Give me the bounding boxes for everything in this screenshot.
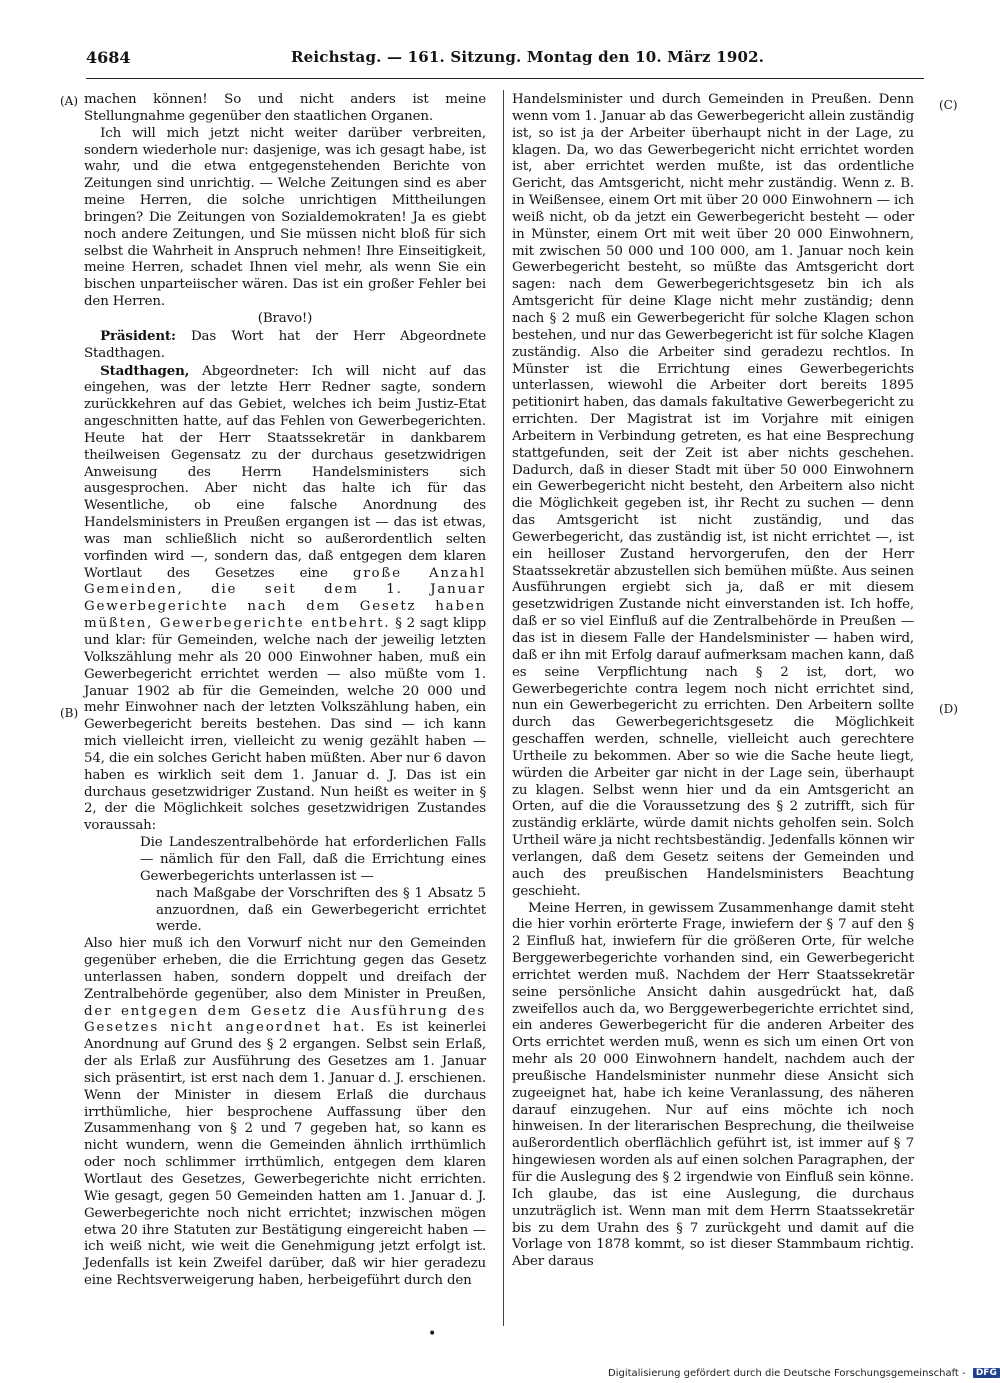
paragraph: Ich will mich jetzt nicht weiter darüber verbreiten, sondern wiederhole nur: dasjenige, was ich gesagt habe, ist wahr, und die etwa entgegenstehenden Berichte von Zeitungen sind unrichtig. — Welche Zeitungen sind es aber meine Herren, die solche unrichtigen Mittheilungen bringen? Die Zeitungen von Sozialdemokraten! Ja es giebt noch andere Zeitungen, und Sie müssen nicht bloß für sich selbst die Wahrheit in Anspruch nehmen! Ihre Einseitigkeit, meine Herren, schadet Ihnen viel mehr, als wenn Sie ein bischen unparteiischer wären. Das ist ein großer Fehler bei den Herren.	[84, 125, 486, 310]
margin-marker-b: (B)	[60, 706, 79, 720]
margin-marker-a: (A)	[60, 94, 79, 108]
interjection: (Bravo!)	[257, 310, 313, 326]
speech-text: Also hier muß ich den Vorwurf nicht nur den Gemeinden gegenüber erheben, die die Errichtung gegen das Gesetz unterlassen haben, sondern doppelt und dreifach der Zentralbehörde gegenüber, also dem Minister in Preußen,	[84, 936, 486, 1002]
emphasized-text: große Anzahl Gemeinden, die seit dem 1. Januar Gewerbegerichte nach dem Gesetz haben müßten, Gewerbegerichte entbehrt.	[84, 565, 487, 632]
header-rule	[86, 78, 924, 79]
credit-text: Digitalisierung gefördert durch die Deutsche Forschungsgemeinschaft -	[608, 1368, 966, 1379]
dfg-logo: DFG	[973, 1368, 1000, 1378]
speech-text: Abgeordneter: Ich will nicht auf das eingehen, was der letzte Herr Redner sagte, sondern zurückkehren auf das Gebiet, welches ich beim Justiz-Etat angeschnitten hatte, auf das Fehlen von Gewerbegerichten. Heute hat der Herr Staatssekretär in dankbarem theilweisen Gegensatz zu der durchaus gesetzwidrigen Anweisung des Herrn Handelsministers sich ausgesprochen. Aber nicht das halte ich für das Wesentliche, ob eine falsche Anordnung des Handelsministers in Preußen ergangen ist — das ist etwas, was man schließlich nicht so außerordentlich selten vorfinden wird —, sondern das, daß entgegen dem klaren Wortlaut des Gesetzes eine	[84, 363, 486, 581]
legal-quote: Die Landeszentralbehörde hat erforderlichen Falls — nämlich für den Fall, daß die Errichtung eines Gewerbegerichts unterlassen ist —	[140, 835, 486, 884]
legal-quote: nach Maßgabe der Vorschriften des § 1 Absatz 5 anzuordnen, daß ein Gewerbegericht errichtet werde.	[156, 885, 486, 935]
remark-text: Das Wort hat der Herr Abgeordnete Stadthagen.	[84, 328, 486, 361]
margin-marker-c: (C)	[939, 98, 958, 112]
column-divider	[503, 90, 504, 1326]
page-number: 4684	[86, 48, 131, 67]
left-column	[84, 92, 486, 1290]
paragraph: machen können! So und nicht anders ist meine Stellungnahme gegenüber den staatlichen Organen.	[84, 92, 486, 124]
speech-paragraph	[84, 936, 486, 1290]
running-head: Reichstag. — 161. Sitzung. Montag den 10. März 1902.	[291, 48, 765, 66]
speech-paragraph	[84, 363, 486, 836]
speaker-name: Stadthagen,	[100, 362, 190, 379]
paragraph: Meine Herren, in gewissem Zusammenhange damit steht die hier vorhin erörterte Frage, inwiefern der § 7 auf den § 2 Einfluß hat, inwiefern für die größeren Orte, für welche Berggewerbegerichte vorhanden sind, ein Gewerbegericht errichtet werden muß. Nachdem der Herr Staatssekretär seine persönliche Ansicht dahin ausgedrückt hat, daß zweifellos auch da, wo Berggewerbegerichte errichtet sind, ein anderes Gewerbegericht für die anderen Arbeiter des Orts errichtet werden muß, wenn es sich um einen Ort von mehr als 20 000 Einwohnern handelt, nachdem auch der preußische Handelsminister nunmehr diese Ansicht sich zugeeignet hat, habe ich keine Veranlassung, des näheren darauf einzugehen. Nur auf eins möchte ich noch hinweisen. In der literarischen Besprechung, die theilweise außerordentlich oberflächlich geführt ist, ist immer auf § 7 hingewiesen worden als auf einen solchen Paragraphen, der für die Auslegung des § 2 irgendwie von Einfluß sein könne. Ich glaube, das ist eine Auslegung, die durchaus unzuträglich ist. Wenn man mit dem Herrn Staatssekretär bis zu dem Urahn des § 7 zurückgeht und damit auf die Vorlage von 1878 kommt, so ist dieser Stammbaum richtig. Aber daraus	[512, 900, 915, 1270]
speech-text: Es ist keinerlei Anordnung auf Grund des § 2 ergangen. Selbst sein Erlaß, der als Erlaß zur Ausführung des Gesetzes am 1. Januar sich präsentirt, ist erst nach dem 1. Januar d. J. erschienen. Wenn der Minister in diesem Erlaß die durchaus irrthümliche, hier besprochene Auffassung über den Zusammenhang von § 2 und 7 gegeben hat, so kann es nicht wundern, wenn die Gemeinden ähnlich irrthümlich oder noch schlimmer irrthümlich, entgegen dem klaren Wortlaut des Gesetzes, Gewerbegerichte nicht errichten. Wie gesagt, gegen 50 Gemeinden hatten am 1. Januar d. J. Gewerbegerichte noch nicht errichtet; inzwischen mögen etwa 20 ihre Statuten zur Bestätigung eingereicht haben — ich weiß nicht, wie weit die Genehmigung jetzt erfolgt ist. Jedenfalls ist kein Zweifel darüber, daß wir hier geradezu eine Rechtsverweigerung haben, herbeigeführt durch den	[84, 1020, 486, 1289]
paragraph: Handelsminister und durch Gemeinden in Preußen. Denn wenn vom 1. Januar ab das Gewerbegericht allein zuständig ist, so ist ja der Arbeiter überhaupt nicht in der Lage, zu klagen. Da, wo das Gewerbegericht nicht errichtet worden ist, aber errichtet werden mußte, ist das ordentliche Gericht, das Amtsgericht, nicht mehr zuständig. Wenn z. B. in Weißensee, einem Ort mit über 20 000 Einwohnern — ich weiß nicht, ob da jetzt ein Gewerbegericht besteht — oder in Münster, einem Ort mit weit über 20 000 Einwohnern, mit zwischen 50 000 und 100 000, am 1. Januar noch kein Gewerbegericht besteht, so müßte das Amtsgericht dort sagen: nach dem Gewerbegerichtsgesetz bin ich als Amtsgericht für deine Klage nicht mehr zuständig; denn nach § 2 muß ein Gewerbegericht für solche Klagen schon bestehen, und nur das Gewerbegericht ist für solche Klagen zuständig. Also die Arbeiter sind geradezu rechtlos. In Münster ist die Errichtung eines Gewerbegerichts unterlassen, wiewohl die Arbeiter dort bereits 1895 petitionirt haben, das damals fakultative Gewerbegericht zu errichten. Der Magistrat ist im Vorjahre mit einigen Arbeitern in Verbindung getreten, es hat eine Besprechung stattgefunden, seit der Zeit ist aber nichts geschehen. Dadurch, daß in dieser Stadt mit über 50 000 Einwohnern ein Gewerbegericht nicht besteht, den Arbeitern also nicht die Möglichkeit gegeben ist, ihr Recht zu suchen — denn das Amtsgericht ist nicht zuständig, und das Gewerbegericht, das zuständig ist, ist nicht errichtet —, ist ein heilloser Zustand hervorgerufen, den der Herr Staatssekretär abzustellen sich bemühen müßte. Aus seinen Ausführungen ergiebt sich ja, daß er mit diesem gesetzwidrigen Zustande nicht einverstanden ist. Ich hoffe, daß er so viel Einfluß auf die Zentralbehörde in Preußen — das ist in diesem Falle der Handelsminister — haben wird, daß er ihn mit Erfolg darauf aufmerksam machen kann, daß es seine Verpflichtung nach § 2 ist, dort, wo Gewerbegerichte contra legem noch nicht errichtet sind, nun ein Gewerbegericht zu errichten. Den Arbeitern sollte durch das Gewerbegerichtsgesetz die Möglichkeit geschaffen werden, schnelle, vielleicht auch gerechtere Urtheile zu bekommen. Aber so wie die Sache heute liegt, würden die Arbeiter gar nicht in der Lage sein, überhaupt zu klagen. Selbst wenn hier und da ein Amtsgericht an Orten, auf die die Voraussetzung des § 2 zutrifft, sich für zuständig erklärte, würde damit nichts geholfen sein. Solch Urtheil wäre ja nicht rechtsbeständig. Jedenfalls können wir verlangen, daß dem Gesetz seitens der Gemeinden und auch des preußischen Handelsministers Beachtung geschieht.	[512, 92, 914, 899]
president-remark	[84, 328, 486, 363]
emphasized-text: der entgegen dem Gesetz die Ausführung des Gesetzes nicht angeordnet hat.	[84, 1003, 486, 1036]
right-column	[512, 92, 914, 1271]
page-header	[86, 48, 924, 74]
page-dot: •	[428, 1326, 437, 1342]
speaker-name: Präsident:	[100, 327, 176, 344]
digitization-credit	[608, 1368, 1000, 1379]
margin-marker-d: (D)	[939, 702, 958, 716]
speech-text: § 2 sagt klipp und klar: für Gemeinden, welche nach der jeweilig letzten Volkszählung mehr als 20 000 Einwohner haben, muß ein Gewerbegericht errichtet werden — also müßte vom 1. Januar 1902 ab für die Gemeinden, welche 20 000 und mehr Einwohner nach der letzten Volkszählung haben, ein Gewerbegericht bereits bestehen. Das sind — ich kann mich vielleicht irren, vielleicht zu wenig gezählt haben — 54, die ein solches Gericht haben müßten. Aber nur 6 davon haben es wirklich seit dem 1. Januar d. J. Das ist ein durchaus gesetzwidriger Zustand. Nun heißt es weiter in § 2, der die Möglichkeit solches gesetzwidrigen Zustandes voraussah:	[84, 616, 486, 834]
